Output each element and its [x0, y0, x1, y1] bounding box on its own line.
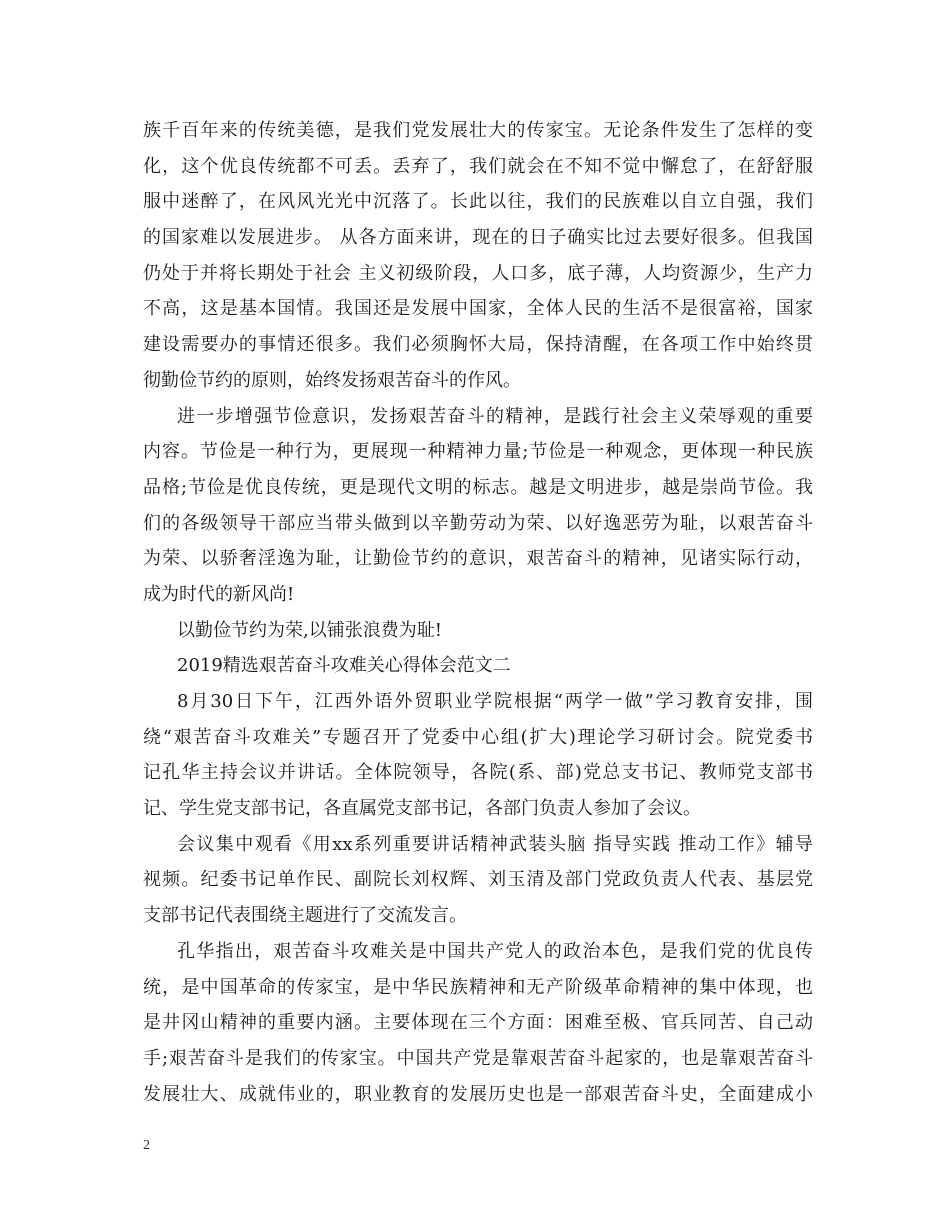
text-line: 会议集中观看《用xx系列重要讲话精神武装头脑 指导实践 推动工作》辅导 — [177, 833, 813, 855]
text-line: 化，这个优良传统都不可丢。丢弃了，我们就会在不知不觉中懈怠了，在舒舒服 — [143, 155, 813, 177]
text-line: 记孔华主持会议并讲话。全体院领导，各院(系、部)党总支书记、教师党支部书 — [143, 762, 813, 784]
text-line: 族千百年来的传统美德，是我们党发展壮大的传家宝。无论条件发生了怎样的变 — [143, 120, 813, 141]
text-line: 品格;节俭是优良传统，更是现代文明的标志。越是文明进步，越是崇尚节俭。我 — [143, 476, 813, 498]
text-line: 仍处于并将长期处于社会 主义初级阶段，人口多，底子薄，人均资源少，生产力 — [143, 262, 813, 284]
text-line: 彻勤俭节约的原则，始终发扬艰苦奋斗的作风。 — [143, 369, 521, 391]
text-line: 建设需要办的事情还很多。我们必须胸怀大局，保持清醒，在各项工作中始终贯 — [143, 334, 813, 356]
text-line: 成为时代的新风尚! — [143, 583, 295, 605]
page-number: 2 — [143, 1138, 150, 1153]
text-line: 进一步增强节俭意识，发扬艰苦奋斗的精神，是践行社会主义荣辱观的重要 — [177, 405, 813, 427]
text-line: 孔华指出，艰苦奋斗攻难关是中国共产党人的政治本色，是我们党的优良传 — [177, 940, 813, 962]
text-line: 以勤俭节约为荣,以铺张浪费为耻! — [177, 619, 442, 641]
text-line: 服中迷醉了，在风风光光中沉落了。长此以往，我们的民族难以自立自强，我们 — [143, 191, 813, 213]
text-line: 支部书记代表围绕主题进行了交流发言。 — [143, 905, 467, 927]
text-line: 绕“艰苦奋斗攻难关”专题召开了党委中心组(扩大)理论学习研讨会。院党委书 — [143, 726, 813, 748]
text-line: 统，是中国革命的传家宝，是中华民族精神和无产阶级革命精神的集中体现，也 — [143, 976, 813, 998]
text-line: 们的各级领导干部应当带头做到以辛勤劳动为荣、以好逸恶劳为耻，以艰苦奋斗 — [143, 512, 813, 534]
text-line: 记、学生党支部书记，各直属党支部书记，各部门负责人参加了会议。 — [143, 798, 701, 820]
section-heading: 2019精选艰苦奋斗攻难关心得体会范文二 — [177, 655, 511, 677]
text-line: 发展壮大、成就伟业的，职业教育的发展历史也是一部艰苦奋斗史，全面建成小 — [143, 1083, 813, 1105]
body-text — [143, 113, 813, 1112]
text-line: 8月30日下午，江西外语外贸职业学院根据“两学一做”学习教育安排，围 — [177, 691, 813, 712]
text-line: 的国家难以发展进步。 从各方面来讲，现在的日子确实比过去要好很多。但我国 — [143, 227, 813, 249]
text-line: 内容。节俭是一种行为，更展现一种精神力量;节俭是一种观念，更体现一种民族 — [143, 441, 813, 463]
text-line: 视频。纪委书记单作民、副院长刘权辉、刘玉清及部门党政负责人代表、基层党 — [143, 869, 813, 891]
text-line: 是井冈山精神的重要内涵。主要体现在三个方面：困难至极、官兵同苦、自己动 — [143, 1012, 813, 1034]
text-line: 不高，这是基本国情。我国还是发展中国家，全体人民的生活不是很富裕，国家 — [143, 298, 813, 320]
text-line: 为荣、以骄奢淫逸为耻，让勤俭节约的意识，艰苦奋斗的精神，见诸实际行动， — [143, 548, 813, 570]
text-line: 手;艰苦奋斗是我们的传家宝。中国共产党是靠艰苦奋斗起家的，也是靠艰苦奋斗 — [143, 1047, 813, 1069]
